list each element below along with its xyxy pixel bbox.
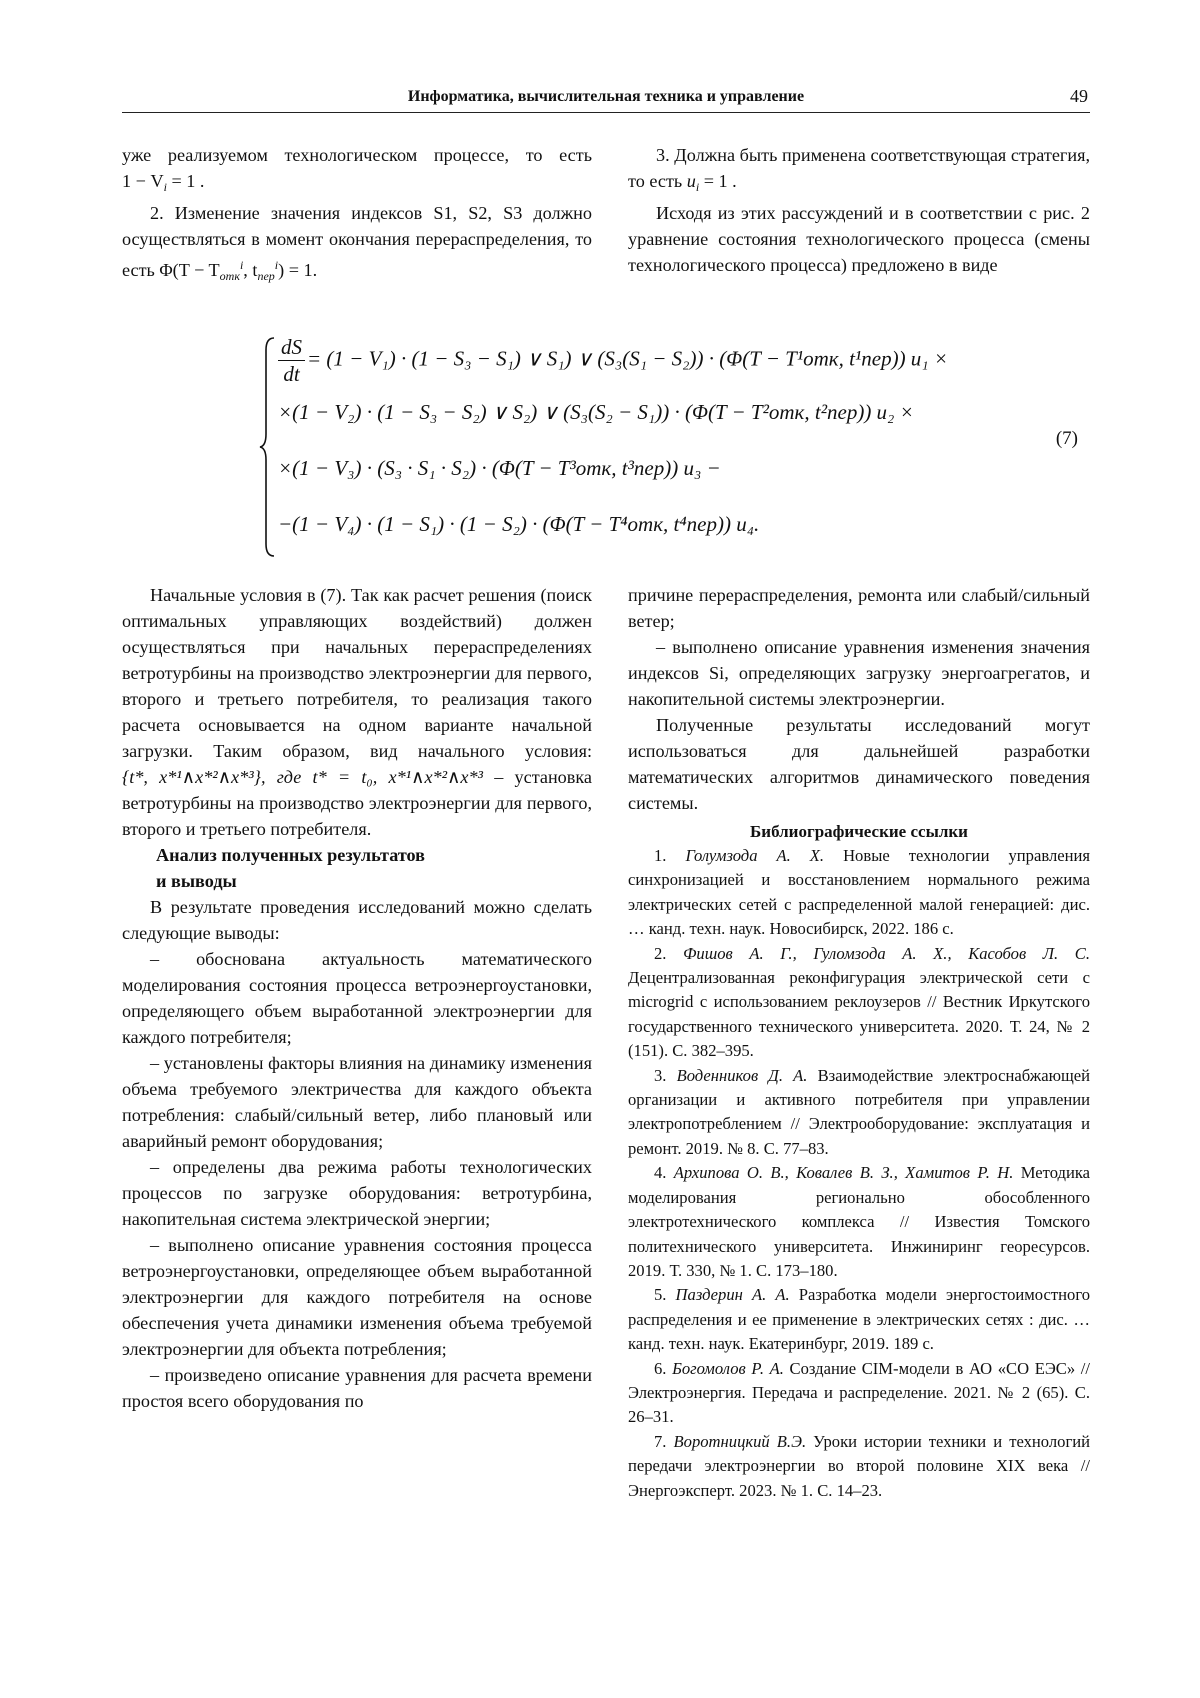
paragraph-text: 3. Должна быть применена соответствующая стратегия, то есть xyxy=(628,145,1090,191)
derivative-fraction xyxy=(278,334,305,387)
formula-text: Φ(T − T xyxy=(159,260,220,280)
equation-line-4 xyxy=(278,512,759,537)
equation-text: −(1 − V₄) · (1 − S₁) · (1 − S₂) · (Φ(T − T⁴отк, t⁴пер)) u₄. xyxy=(278,512,760,536)
heading-line: и выводы xyxy=(156,871,237,891)
reference-list xyxy=(628,844,1090,1503)
reference-authors: Воротницкий В.Э. xyxy=(673,1431,807,1451)
formula-subscript: пер xyxy=(257,269,275,283)
equation-line-1 xyxy=(278,334,948,387)
paragraph: Полученные результаты исследований могут использоваться для дальнейшей разработки математических алгоритмов динамического поведения системы. xyxy=(628,715,1090,813)
section-heading xyxy=(122,842,592,894)
inline-formula xyxy=(686,171,737,194)
bibliography-heading: Библиографические ссылки xyxy=(750,822,968,841)
reference-number: 4. xyxy=(654,1163,674,1183)
reference-authors: Архипова О. В., Ковалев В. З., Хамитов Р. Н. xyxy=(673,1163,1014,1183)
bullet-item: – определены два режима работы технологических процессов по загрузке оборудования: ветротурбина, накопительная система электрической энергии; xyxy=(122,1157,592,1229)
bullet-item: – выполнено описание уравнения состояния процесса ветроэнергоустановки, определяющее объем выработанной электроэнергии для каждого потребителя на основе обеспечения учета динамики изменения объема требуемой электроэнергии для объекта потребления; xyxy=(122,1235,592,1359)
reference-text: Методика моделирования регионально обособленного электротехнического комплекса // Известия Томского политехнического университета. Инжиниринг георесурсов. 2019. Т. 330, № 1. С. 173–180. xyxy=(628,1163,1091,1280)
reference-number: 2. xyxy=(654,943,684,963)
equation-number: (7) xyxy=(1055,428,1078,449)
reference-item xyxy=(628,1357,1090,1430)
left-brace xyxy=(258,334,278,560)
reference-text: Разработка модели энергостоимостного распределения и ее применение в электрических сетях : дис. … канд. техн. наук. Екатеринбург, 2019. 189 с. xyxy=(628,1285,1091,1354)
reference-number: 1. xyxy=(654,846,686,865)
paragraph: Исходя из этих рассуждений и в соответствии с рис. 2 уравнение состояния технологического процесса (смены технологического процесса) предложено в виде xyxy=(628,203,1090,275)
equation-line-2 xyxy=(278,400,914,425)
reference-item xyxy=(628,1283,1090,1356)
formula-text: 1 − V xyxy=(122,171,164,191)
paragraph: причине перераспределения, ремонта или слабый/сильный ветер; xyxy=(628,585,1090,631)
inline-formula xyxy=(122,171,205,194)
equation-line-3 xyxy=(278,456,721,481)
formula-subscript: i xyxy=(695,180,700,194)
bullet-item: – обоснована актуальность математического моделирования состояния процесса ветроэнергоустановки, определяющего объем выработанной электроэнергии для каждого потребителя; xyxy=(122,949,592,1047)
paragraph-text: – установка ветротурбины на производство электроэнергии для первого, второго и третьего потребителя. xyxy=(122,767,592,839)
reference-authors: Паздерин А. А. xyxy=(675,1285,790,1305)
paragraph xyxy=(122,582,592,842)
equation-text: = (1 − V₁) · (1 − S₃ − S₁) ∨ S₁) ∨ (S₃(S₁ − S₂)) · (Φ(T − T¹отк, t¹пер)) u₁ × xyxy=(307,346,949,371)
bullet-item: – произведено описание уравнения для расчета времени простоя всего оборудования по xyxy=(122,1365,592,1411)
running-header xyxy=(122,86,1090,113)
formula-text: = 1 . xyxy=(699,171,737,191)
reference-number: 7. xyxy=(654,1431,674,1451)
reference-item xyxy=(628,1430,1090,1503)
formula-text: ) = 1. xyxy=(278,260,318,280)
formula-text: , t xyxy=(243,260,258,280)
paragraph: В результате проведения исследований можно сделать следующие выводы: xyxy=(122,897,592,943)
bullet-item: – установлены факторы влияния на динамику изменения объема требуемого электричества для каждого объекта потребления: слабый/сильный ветер, либо плановый или аварийный ремонт оборудования; xyxy=(122,1053,592,1151)
reference-authors: Голумзода А. Х. xyxy=(685,846,825,865)
reference-authors: Фишов А. Г., Гуломзода А. Х., Касобов Л. С. xyxy=(683,943,1090,963)
reference-authors: Богомолов Р. А. xyxy=(672,1358,784,1378)
formula-text: u xyxy=(686,171,696,191)
reference-text: Уроки истории техники и технологий передачи электроэнергии во второй половине XIX века // Энергоэксперт. 2023. № 1. С. 14–23. xyxy=(628,1431,1091,1500)
paragraph xyxy=(628,142,1090,200)
fraction-numerator: dS xyxy=(278,334,305,361)
right-column xyxy=(628,582,1090,1503)
reference-item xyxy=(628,844,1090,942)
inline-formula xyxy=(159,258,318,283)
left-column xyxy=(122,582,592,1414)
reference-number: 5. xyxy=(654,1285,676,1305)
reference-number: 6. xyxy=(654,1358,673,1378)
reference-item xyxy=(628,1161,1090,1283)
inline-formula: x*¹∧x*²∧x*³ xyxy=(388,767,483,787)
formula-subscript: отк xyxy=(219,269,240,283)
paragraph-text: уже реализуемом технологическом процессе, то есть xyxy=(122,145,592,165)
heading-line: Анализ полученных результатов xyxy=(156,845,425,865)
reference-item xyxy=(628,1064,1090,1162)
reference-item xyxy=(628,942,1090,1064)
reference-text: Взаимодействие электроснабжающей организации и активного потребителя при управлении электропотреблением // Электрооборудование: эксплуатация и ремонт. 2019. № 8. С. 77–83. xyxy=(628,1065,1090,1158)
paragraph-text: Начальные условия в (7). Так как расчет решения (поиск оптимальных управляющих воздействий) должен осуществляться при начальных перераспределениях ветротурбины на производство электроэнергии для первого, второго и третьего потребителя, то реализация такого расчета основывается на одном варианте начальной загрузки. Таким образом, вид начального условия: xyxy=(122,585,592,761)
paragraph xyxy=(122,142,592,200)
fraction-denominator: dt xyxy=(283,362,300,386)
paragraph-text: 2. Изменение значения индексов S1, S2, S3 должно осуществляться в момент окончания перераспределения, то есть xyxy=(122,203,592,280)
equation-text: ×(1 − V₂) · (1 − S₃ − S₂) ∨ S₂) ∨ (S₃(S₂ − S₁)) · (Φ(T − T²отк, t²пер)) u₂ × xyxy=(278,400,914,424)
running-title: Информатика, вычислительная техника и управление xyxy=(407,88,805,105)
top-right-column xyxy=(628,142,1090,278)
formula-subscript: i xyxy=(163,180,167,194)
inline-formula: {t*, x*¹∧x*²∧x*³}, где t* = t₀, xyxy=(122,767,378,787)
bullet-item: – выполнено описание уравнения изменения значения индексов Si, определяющих загрузку энергоагрегатов, и накопительной системы электроэнергии. xyxy=(628,637,1090,709)
formula-superscript: i xyxy=(274,258,279,272)
equation-7 xyxy=(258,334,1078,560)
reference-number: 3. xyxy=(654,1065,677,1085)
top-left-column xyxy=(122,142,592,289)
equation-text: ×(1 − V₃) · (S₃ · S₁ · S₂) · (Φ(T − T³отк, t³пер)) u₃ − xyxy=(278,456,721,480)
reference-authors: Воденников Д. А. xyxy=(676,1065,808,1085)
reference-text: Децентрализованная реконфигурация электрической сети с microgrid с использованием реклоузеров // Вестник Иркутского государственного технического университета. 2020. Т. 24, № 2 (151). С. 382–395. xyxy=(628,968,1090,1061)
reference-text: Новые технологии управления синхронизацией и восстановлением нормального режима электрических сетей с распределенной малой генерацией: дис. … канд. техн. наук. Новосибирск, 2022. 186 с. xyxy=(628,846,1090,939)
reference-text: Создание CIM-модели в АО «СО ЕЭС» // Электроэнергия. Передача и распределение. 2021. № 2 (65). С. 26–31. xyxy=(628,1358,1091,1427)
page-number: 49 xyxy=(1070,86,1088,106)
formula-text: = 1 . xyxy=(166,171,205,191)
paragraph xyxy=(122,200,592,289)
formula-superscript: i xyxy=(239,258,244,272)
